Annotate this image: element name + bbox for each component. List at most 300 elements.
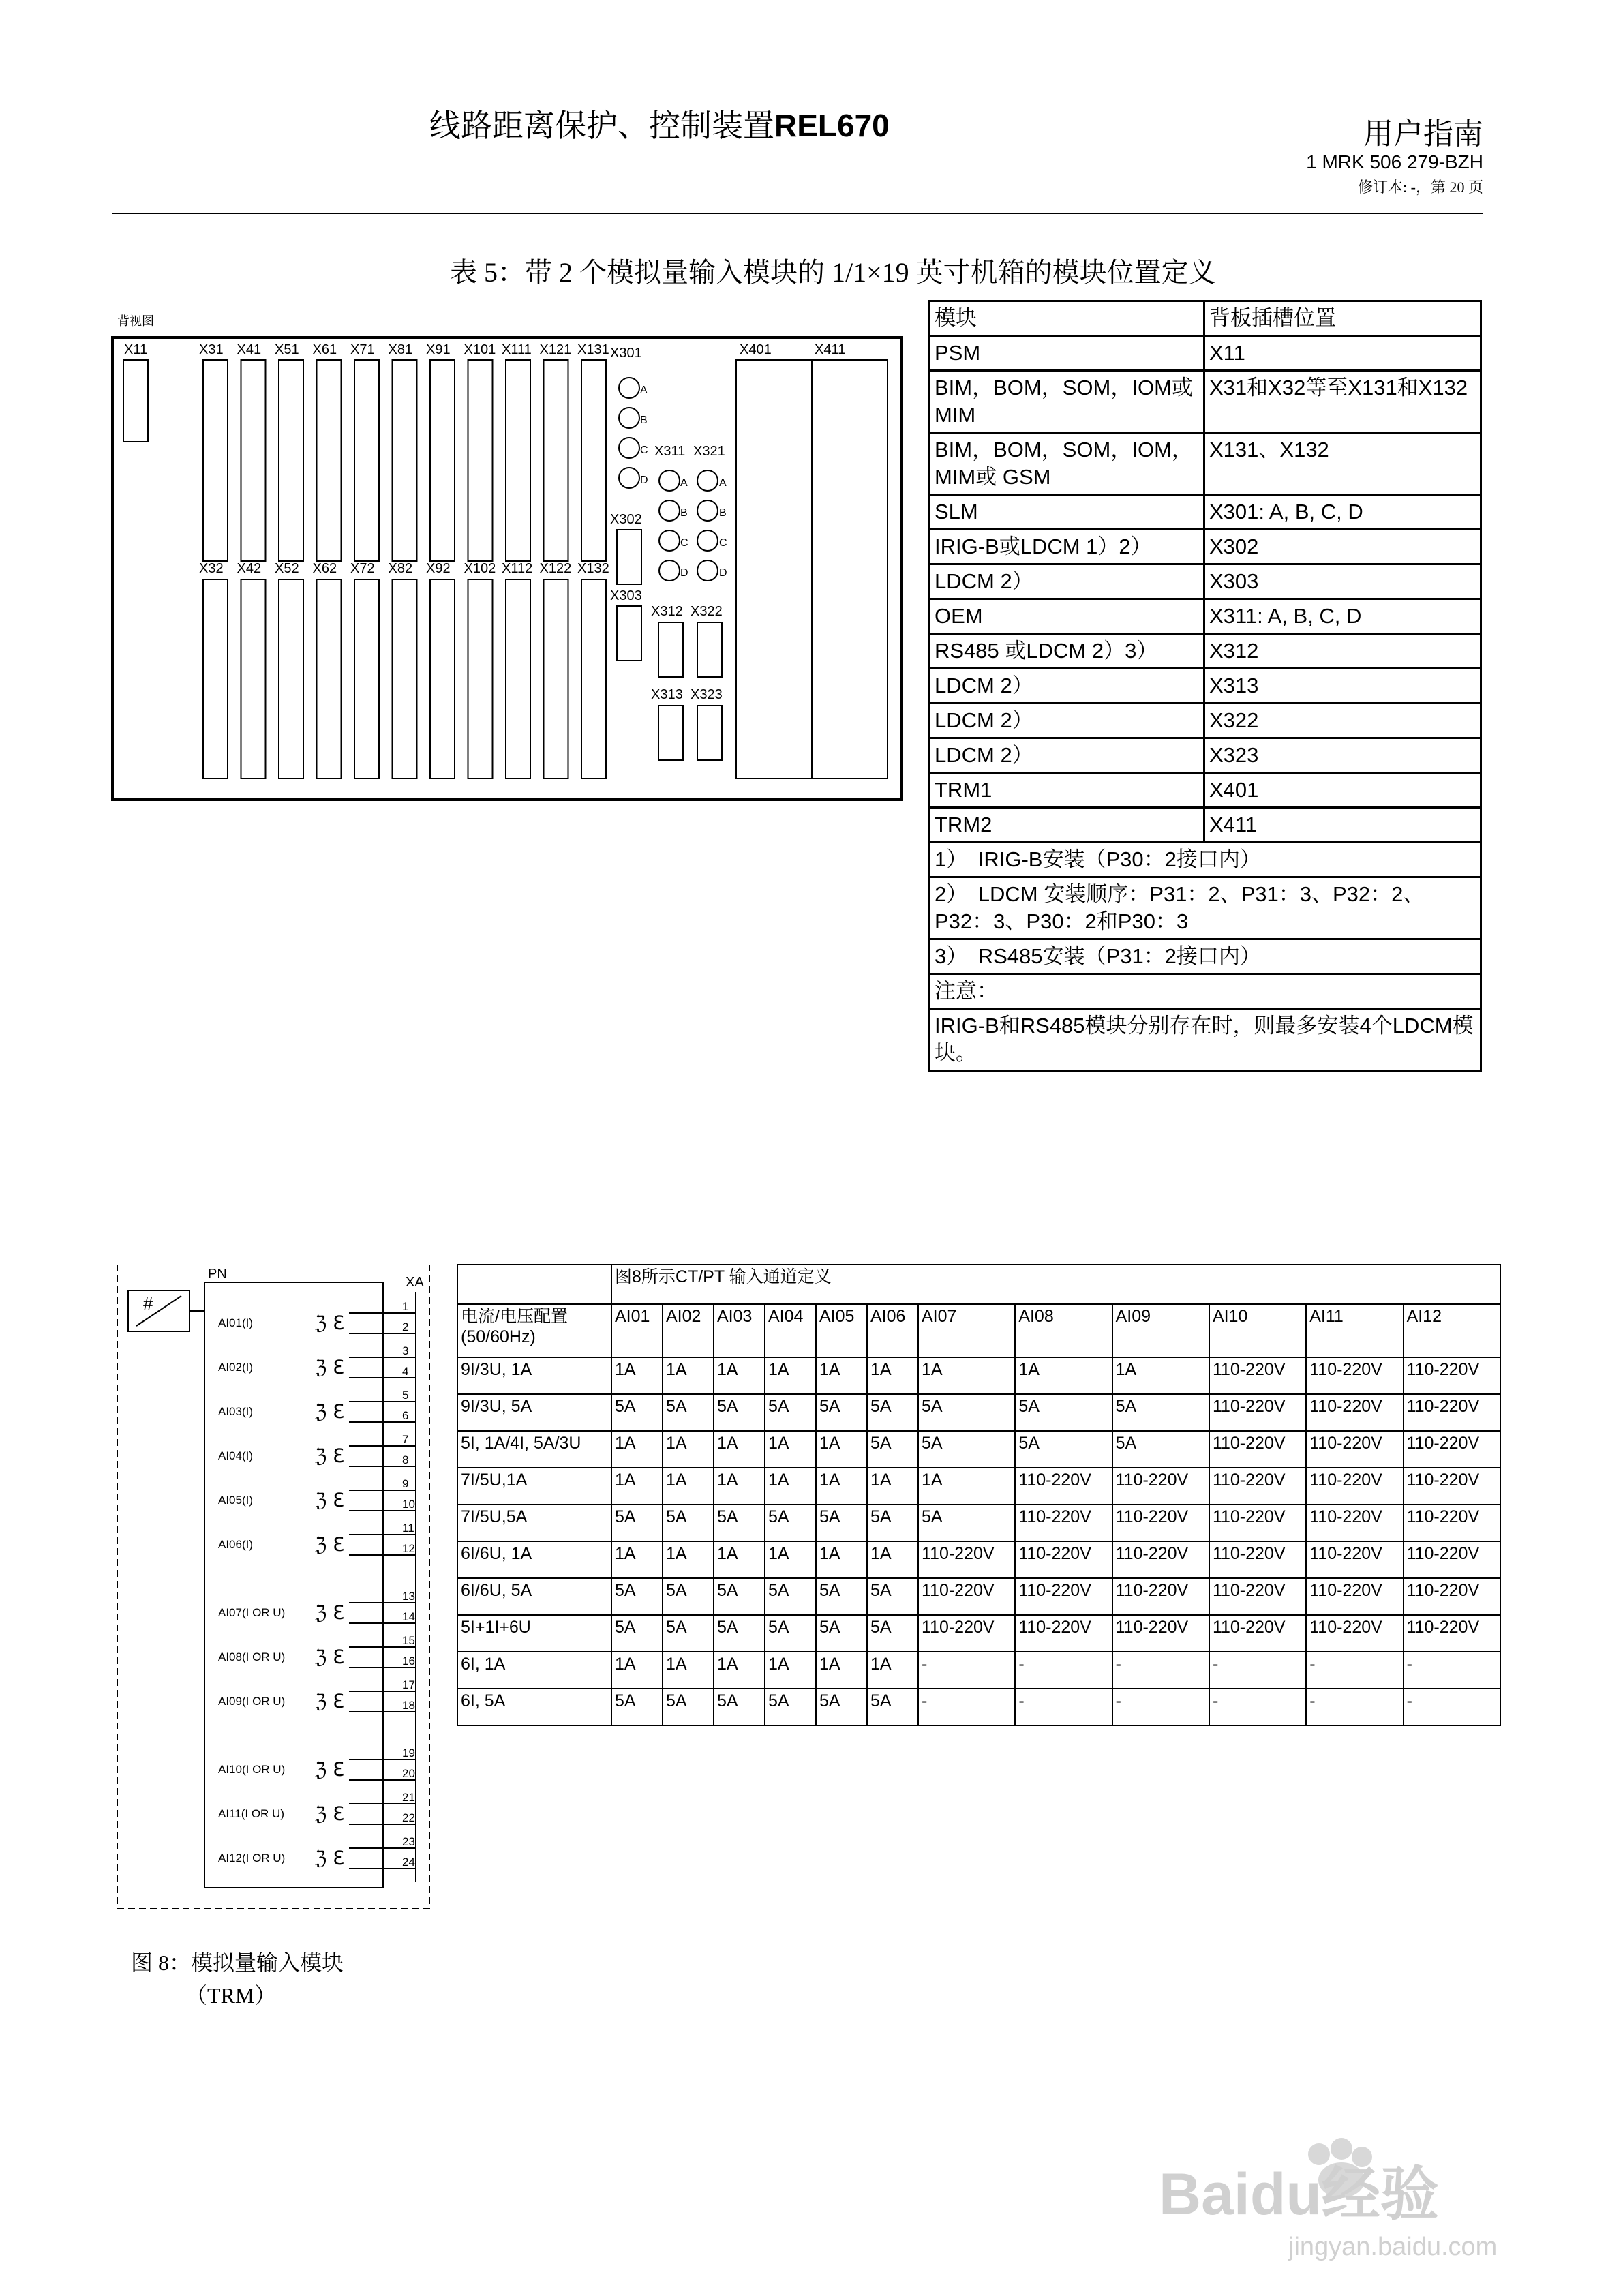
table8-value-cell: 110-220V bbox=[1404, 1357, 1500, 1394]
slot-label: X32 bbox=[199, 561, 224, 576]
trm-diagram bbox=[116, 1265, 436, 1912]
slot-label: X321 bbox=[693, 444, 725, 459]
table-row bbox=[930, 371, 1481, 433]
table8-value-cell: 110-220V bbox=[1112, 1541, 1209, 1578]
table5-cell: X411 bbox=[1204, 808, 1481, 843]
slot-label: X311 bbox=[654, 444, 686, 459]
table8-value-cell: 1A bbox=[867, 1357, 918, 1394]
channel-label: AI07(I OR U) bbox=[218, 1606, 286, 1619]
transformer-icon: ℨ bbox=[315, 1803, 327, 1824]
transformer-icon: ℇ bbox=[333, 1602, 345, 1623]
table8-value-cell: 110-220V bbox=[1306, 1615, 1403, 1652]
transformer-icon: ℇ bbox=[333, 1534, 345, 1555]
table8-value-cell: 5A bbox=[918, 1431, 1015, 1468]
table-row bbox=[457, 1652, 1500, 1689]
figure8-caption bbox=[131, 1946, 344, 2012]
port-letter: C bbox=[680, 537, 688, 549]
watermark-url: jingyan.baidu.com bbox=[1288, 2233, 1498, 2261]
table-row bbox=[930, 634, 1481, 669]
slot-label: X102 bbox=[464, 561, 496, 576]
slot-x11 bbox=[123, 360, 148, 442]
channel-label: AI08(I OR U) bbox=[218, 1650, 286, 1663]
table5-cell: TRM1 bbox=[930, 773, 1204, 808]
table-row bbox=[930, 530, 1481, 564]
table8-value-cell: - bbox=[1112, 1652, 1209, 1689]
table-row bbox=[930, 773, 1481, 808]
table5-cell: X301: A, B, C, D bbox=[1204, 495, 1481, 530]
table8-channel-header: AI07 bbox=[918, 1304, 1015, 1357]
table5-cell: LDCM 2） bbox=[930, 704, 1204, 738]
port-letter: C bbox=[719, 537, 727, 549]
transformer-icon: ℨ bbox=[315, 1759, 327, 1780]
port-circle bbox=[619, 438, 639, 458]
table5-cell: X303 bbox=[1204, 564, 1481, 599]
table8-value-cell: 5A bbox=[867, 1578, 918, 1615]
slot-label: X92 bbox=[426, 561, 451, 576]
table8-value-cell: 110-220V bbox=[1404, 1578, 1500, 1615]
port-circle bbox=[659, 500, 680, 521]
table5-cell: X312 bbox=[1204, 634, 1481, 669]
slot-label: X62 bbox=[312, 561, 337, 576]
table8-value-cell: 5A bbox=[1112, 1431, 1209, 1468]
transformer-icon: ℇ bbox=[333, 1401, 345, 1422]
table8-value-cell: 110-220V bbox=[1209, 1394, 1306, 1431]
table8-value-cell: 110-220V bbox=[1209, 1541, 1306, 1578]
transformer-icon: ℇ bbox=[333, 1847, 345, 1869]
terminal-number: 5 bbox=[402, 1389, 409, 1402]
table8-value-cell: 110-220V bbox=[918, 1578, 1015, 1615]
slot-label: X41 bbox=[237, 342, 262, 357]
port-letter: B bbox=[680, 507, 688, 519]
card-slot-bottom bbox=[430, 579, 455, 779]
transformer-icon: ℇ bbox=[333, 1490, 345, 1511]
port-circle bbox=[697, 560, 718, 581]
table8-value-cell: 1A bbox=[611, 1652, 663, 1689]
table8-value-cell: 5A bbox=[663, 1615, 714, 1652]
slot-label: X31 bbox=[199, 342, 224, 357]
table8-value-cell: - bbox=[1015, 1689, 1112, 1725]
table-row bbox=[930, 433, 1481, 495]
relay-symbol-icon: # bbox=[143, 1293, 153, 1314]
table8-value-cell: 110-220V bbox=[1112, 1615, 1209, 1652]
card-slot-top bbox=[241, 360, 266, 561]
table8-value-cell: 110-220V bbox=[1404, 1505, 1500, 1541]
transformer-icon: ℨ bbox=[315, 1534, 327, 1555]
slot-x303 bbox=[617, 606, 641, 661]
port-circle bbox=[619, 378, 639, 398]
slot-label: X61 bbox=[312, 342, 337, 357]
table8-value-cell: 110-220V bbox=[1209, 1505, 1306, 1541]
transformer-icon: ℨ bbox=[315, 1445, 327, 1466]
table8-value-cell: 5A bbox=[611, 1689, 663, 1725]
table8-value-cell: 110-220V bbox=[1112, 1468, 1209, 1505]
table8-value-cell: 110-220V bbox=[918, 1541, 1015, 1578]
terminal-number: 14 bbox=[402, 1610, 415, 1623]
terminal-number: 17 bbox=[402, 1678, 415, 1691]
transformer-icon: ℨ bbox=[315, 1312, 327, 1333]
card-slot-top bbox=[506, 360, 530, 561]
table8-value-cell: 5A bbox=[867, 1431, 918, 1468]
table8-value-cell: 5A bbox=[714, 1578, 765, 1615]
table8-value-cell: 110-220V bbox=[1404, 1541, 1500, 1578]
table8-value-cell: - bbox=[1112, 1689, 1209, 1725]
table8-channel-header: AI05 bbox=[816, 1304, 867, 1357]
table8-value-cell: 1A bbox=[714, 1357, 765, 1394]
card-slot-top bbox=[430, 360, 455, 561]
card-slot-bottom bbox=[279, 579, 303, 779]
table-row bbox=[930, 336, 1481, 371]
terminal-number: 12 bbox=[402, 1542, 415, 1555]
table8-value-cell: - bbox=[918, 1689, 1015, 1725]
slot-label: X301 bbox=[610, 346, 642, 361]
table8-value-cell: - bbox=[1404, 1689, 1500, 1725]
table5-header-cell: 背板插槽位置 bbox=[1204, 301, 1481, 336]
slot-label: X51 bbox=[275, 342, 299, 357]
transformer-icon: ℇ bbox=[333, 1312, 345, 1333]
table5-note: 注意： bbox=[930, 974, 1481, 1009]
table8-value-cell: 5A bbox=[918, 1505, 1015, 1541]
port-letter: B bbox=[719, 507, 727, 519]
channel-label: AI06(I) bbox=[218, 1538, 254, 1551]
rear-view-diagram bbox=[109, 310, 907, 808]
table5-note: 1） IRIG-B安装（P30：2接口内） bbox=[930, 843, 1481, 877]
table8-title: 图8所示CT/PT 输入通道定义 bbox=[611, 1265, 1500, 1304]
table8-config-cell: 7I/5U,5A bbox=[457, 1505, 611, 1541]
card-slot-bottom bbox=[468, 579, 493, 779]
transformer-icon: ℨ bbox=[315, 1490, 327, 1511]
card-slot-top bbox=[203, 360, 228, 561]
table8-value-cell: 1A bbox=[918, 1468, 1015, 1505]
card-slot-bottom bbox=[203, 579, 228, 779]
document-title-text: 线路距离保护、控制装置 bbox=[429, 108, 774, 143]
table8-channel-header: AI01 bbox=[611, 1304, 663, 1357]
table8-value-cell: - bbox=[1306, 1652, 1403, 1689]
table8-channel-header: AI04 bbox=[765, 1304, 816, 1357]
table5-cell: RS485 或LDCM 2）3） bbox=[930, 634, 1204, 669]
table8 bbox=[457, 1264, 1501, 1726]
terminal-number: 2 bbox=[402, 1320, 409, 1333]
terminal-number: 1 bbox=[402, 1300, 409, 1313]
channel-label: AI12(I OR U) bbox=[218, 1852, 286, 1864]
table-row bbox=[457, 1394, 1500, 1431]
table8-value-cell: 5A bbox=[918, 1394, 1015, 1431]
table5-cell: OEM bbox=[930, 599, 1204, 634]
table8-value-cell: 5A bbox=[714, 1505, 765, 1541]
table8-empty-cell bbox=[457, 1265, 611, 1304]
port-circle bbox=[697, 500, 718, 521]
table-row bbox=[457, 1578, 1500, 1615]
transformer-icon: ℨ bbox=[315, 1602, 327, 1623]
port-circle bbox=[619, 468, 639, 488]
terminal-number: 9 bbox=[402, 1477, 409, 1490]
table8-value-cell: 1A bbox=[816, 1468, 867, 1505]
table5-cell: SLM bbox=[930, 495, 1204, 530]
slot-label: X322 bbox=[691, 604, 723, 619]
table-row bbox=[930, 704, 1481, 738]
table5-cell: X31和X32等至X131和X132 bbox=[1204, 371, 1481, 433]
table8-value-cell: - bbox=[1015, 1652, 1112, 1689]
card-slot-bottom bbox=[544, 579, 568, 779]
terminal-number: 22 bbox=[402, 1811, 415, 1824]
terminal-number: 23 bbox=[402, 1835, 415, 1848]
slot-label: X132 bbox=[577, 561, 609, 576]
card-slot-top bbox=[354, 360, 379, 561]
table5-note: IRIG-B和RS485模块分别存在时，则最多安装4个LDCM模块。 bbox=[930, 1009, 1481, 1071]
table5-cell: BIM，BOM，SOM，IOM或MIM bbox=[930, 371, 1204, 433]
table8-value-cell: 5A bbox=[611, 1615, 663, 1652]
table8-value-cell: 110-220V bbox=[1112, 1505, 1209, 1541]
slot-label: X52 bbox=[275, 561, 299, 576]
table8-value-cell: 110-220V bbox=[1306, 1431, 1403, 1468]
slot-label: X71 bbox=[350, 342, 375, 357]
transformer-icon: ℇ bbox=[333, 1646, 345, 1667]
table5-cell: X131、X132 bbox=[1204, 433, 1481, 495]
table8-value-cell: 5A bbox=[714, 1689, 765, 1725]
table-row bbox=[930, 495, 1481, 530]
table8-value-cell: 1A bbox=[663, 1652, 714, 1689]
table8-value-cell: 110-220V bbox=[1015, 1578, 1112, 1615]
port-circle bbox=[659, 560, 680, 581]
table8-value-cell: 110-220V bbox=[1015, 1541, 1112, 1578]
table8-value-cell: 5A bbox=[867, 1615, 918, 1652]
table8-value-cell: 1A bbox=[918, 1357, 1015, 1394]
table8-channel-header: AI12 bbox=[1404, 1304, 1500, 1357]
table8-value-cell: - bbox=[1209, 1652, 1306, 1689]
table8-value-cell: 1A bbox=[663, 1468, 714, 1505]
table5-cell: PSM bbox=[930, 336, 1204, 371]
table8-value-cell: 1A bbox=[714, 1541, 765, 1578]
table-row bbox=[457, 1357, 1500, 1394]
table5-note: 2） LDCM 安装顺序：P31：2、P31：3、P32：2、P32：3、P30：2和P30：3 bbox=[930, 877, 1481, 939]
table8-value-cell: 110-220V bbox=[1404, 1468, 1500, 1505]
terminal-number: 11 bbox=[402, 1522, 414, 1535]
slot-label: X11 bbox=[124, 342, 148, 357]
table8-value-cell: 1A bbox=[765, 1541, 816, 1578]
slot-label: X101 bbox=[464, 342, 496, 357]
table5-cell: X11 bbox=[1204, 336, 1481, 371]
guide-label: 用户指南 bbox=[1363, 117, 1483, 151]
table8-config-cell: 5I, 1A/4I, 5A/3U bbox=[457, 1431, 611, 1468]
table5-cell: X322 bbox=[1204, 704, 1481, 738]
table8-value-cell: 5A bbox=[663, 1394, 714, 1431]
table8-channel-header: AI03 bbox=[714, 1304, 765, 1357]
table8-value-cell: 5A bbox=[816, 1689, 867, 1725]
header-divider bbox=[112, 213, 1483, 214]
table5-cell: X302 bbox=[1204, 530, 1481, 564]
table8-value-cell: 1A bbox=[765, 1652, 816, 1689]
table8-value-cell: 1A bbox=[816, 1541, 867, 1578]
transformer-icon: ℇ bbox=[333, 1357, 345, 1378]
slot-x313 bbox=[658, 706, 683, 760]
table5-cell: LDCM 2） bbox=[930, 564, 1204, 599]
table8-value-cell: 5A bbox=[816, 1578, 867, 1615]
table-row bbox=[457, 1505, 1500, 1541]
document-number: 1 MRK 506 279-BZH bbox=[1306, 151, 1483, 172]
port-letter: A bbox=[680, 477, 688, 489]
transformer-icon: ℨ bbox=[315, 1401, 327, 1422]
slot-label: X401 bbox=[740, 342, 772, 357]
port-circle bbox=[659, 530, 680, 551]
transformer-icon: ℨ bbox=[315, 1357, 327, 1378]
table5-cell: IRIG-B或LDCM 1）2） bbox=[930, 530, 1204, 564]
table-row bbox=[457, 1468, 1500, 1505]
table-row bbox=[457, 1615, 1500, 1652]
table-row bbox=[930, 808, 1481, 843]
port-circle bbox=[619, 408, 639, 428]
card-slot-bottom bbox=[317, 579, 342, 779]
table8-value-cell: 110-220V bbox=[1306, 1541, 1403, 1578]
watermark-brand: Baidu经验 bbox=[1159, 2162, 1439, 2227]
table8-value-cell: 5A bbox=[663, 1578, 714, 1615]
table8-value-cell: 5A bbox=[867, 1689, 918, 1725]
table8-value-cell: 5A bbox=[867, 1505, 918, 1541]
table5-note: 3） RS485安装（P31：2接口内） bbox=[930, 939, 1481, 974]
table8-value-cell: 1A bbox=[816, 1431, 867, 1468]
card-slot-top bbox=[393, 360, 417, 561]
slot-label: X303 bbox=[610, 588, 642, 603]
table8-value-cell: 110-220V bbox=[1404, 1394, 1500, 1431]
table8-value-cell: 110-220V bbox=[1404, 1615, 1500, 1652]
table8-value-cell: 1A bbox=[867, 1541, 918, 1578]
table8-value-cell: 1A bbox=[663, 1431, 714, 1468]
table8-value-cell: 1A bbox=[867, 1652, 918, 1689]
card-slot-bottom bbox=[241, 579, 266, 779]
terminal-number: 18 bbox=[402, 1699, 415, 1712]
table8-value-cell: 110-220V bbox=[1209, 1357, 1306, 1394]
table5-caption: 表 5：带 2 个模拟量输入模块的 1/1×19 英寸机箱的模块位置定义 bbox=[450, 257, 1216, 288]
table8-value-cell: 1A bbox=[611, 1468, 663, 1505]
port-circle bbox=[697, 470, 718, 491]
slot-label: X91 bbox=[426, 342, 451, 357]
port-letter: C bbox=[640, 444, 648, 456]
table8-value-cell: - bbox=[1404, 1652, 1500, 1689]
slot-x302 bbox=[617, 530, 641, 584]
table8-value-cell: 110-220V bbox=[1404, 1431, 1500, 1468]
table8-value-cell: 1A bbox=[765, 1357, 816, 1394]
channel-label: AI02(I) bbox=[218, 1361, 254, 1374]
transformer-icon: ℇ bbox=[333, 1803, 345, 1824]
table-row bbox=[457, 1689, 1500, 1725]
channel-label: AI09(I OR U) bbox=[218, 1695, 286, 1708]
port-letter: D bbox=[640, 474, 648, 486]
slot-label: X42 bbox=[237, 561, 262, 576]
table8-channel-header: AI11 bbox=[1306, 1304, 1403, 1357]
table8-value-cell: 1A bbox=[611, 1357, 663, 1394]
table5-cell: X323 bbox=[1204, 738, 1481, 773]
terminal-number: 4 bbox=[402, 1365, 409, 1378]
table8-config-cell: 5I+1I+6U bbox=[457, 1615, 611, 1652]
table8-value-cell: 5A bbox=[1015, 1431, 1112, 1468]
transformer-icon: ℇ bbox=[333, 1445, 345, 1466]
table8-value-cell: 1A bbox=[611, 1431, 663, 1468]
terminal-number: 8 bbox=[402, 1453, 409, 1466]
terminal-number: 6 bbox=[402, 1409, 409, 1422]
card-slot-top bbox=[581, 360, 606, 561]
table-row bbox=[457, 1431, 1500, 1468]
card-slot-bottom bbox=[581, 579, 606, 779]
table8-value-cell: 110-220V bbox=[1306, 1505, 1403, 1541]
table8-config-cell: 6I, 5A bbox=[457, 1689, 611, 1725]
transformer-icon: ℨ bbox=[315, 1646, 327, 1667]
table8-channel-header: AI10 bbox=[1209, 1304, 1306, 1357]
card-slot-top bbox=[317, 360, 342, 561]
card-slot-bottom bbox=[393, 579, 417, 779]
table8-value-cell: 5A bbox=[714, 1394, 765, 1431]
figure8-caption-line2: （TRM） bbox=[185, 1983, 277, 2008]
port-letter: D bbox=[719, 567, 727, 579]
table8-config-cell: 6I/6U, 1A bbox=[457, 1541, 611, 1578]
table8-config-header: 电流/电压配置 (50/60Hz) bbox=[457, 1304, 611, 1357]
table8-value-cell: 110-220V bbox=[1306, 1578, 1403, 1615]
table8-value-cell: 5A bbox=[816, 1505, 867, 1541]
table8-value-cell: 5A bbox=[714, 1615, 765, 1652]
table5-cell: X401 bbox=[1204, 773, 1481, 808]
slot-label: X81 bbox=[388, 342, 413, 357]
table8-value-cell: 5A bbox=[663, 1689, 714, 1725]
terminal-number: 20 bbox=[402, 1767, 415, 1780]
table8-value-cell: 5A bbox=[867, 1394, 918, 1431]
table8-value-cell: 110-220V bbox=[1209, 1468, 1306, 1505]
terminal-number: 16 bbox=[402, 1655, 415, 1667]
channel-label: AI04(I) bbox=[218, 1449, 254, 1462]
slot-label: X302 bbox=[610, 512, 642, 527]
table8-value-cell: 1A bbox=[714, 1431, 765, 1468]
slot-label: X72 bbox=[350, 561, 375, 576]
terminal-number: 24 bbox=[402, 1856, 415, 1869]
table8-value-cell: 110-220V bbox=[1306, 1394, 1403, 1431]
table8-value-cell: 5A bbox=[816, 1394, 867, 1431]
table8-value-cell: 5A bbox=[1015, 1394, 1112, 1431]
table5-cell: LDCM 2） bbox=[930, 669, 1204, 704]
rear-view-label: 背视图 bbox=[117, 314, 154, 328]
slot-label: X313 bbox=[651, 687, 683, 702]
card-slot-bottom bbox=[506, 579, 530, 779]
document-title bbox=[429, 101, 890, 146]
slot-label: X82 bbox=[388, 561, 413, 576]
port-letter: D bbox=[680, 567, 688, 579]
table8-value-cell: 5A bbox=[816, 1615, 867, 1652]
slot-x312 bbox=[658, 622, 683, 677]
table8-config-cell: 6I, 1A bbox=[457, 1652, 611, 1689]
terminal-number: 13 bbox=[402, 1590, 415, 1603]
table-row bbox=[930, 738, 1481, 773]
table8-config-cell: 9I/3U, 5A bbox=[457, 1394, 611, 1431]
table8-value-cell: 5A bbox=[765, 1615, 816, 1652]
table8-value-cell: 1A bbox=[867, 1468, 918, 1505]
table8-value-cell: 1A bbox=[816, 1357, 867, 1394]
terminal-number: 15 bbox=[402, 1634, 415, 1647]
baidu-watermark bbox=[1152, 2134, 1534, 2263]
transformer-icon: ℇ bbox=[333, 1691, 345, 1712]
table8-value-cell: 5A bbox=[765, 1505, 816, 1541]
transformer-icon: ℨ bbox=[315, 1691, 327, 1712]
table8-value-cell: 1A bbox=[663, 1357, 714, 1394]
port-letter: B bbox=[640, 414, 648, 426]
terminal-number: 3 bbox=[402, 1344, 409, 1357]
table8-value-cell: - bbox=[1209, 1689, 1306, 1725]
terminal-number: 19 bbox=[402, 1747, 415, 1759]
table8-channel-header: AI06 bbox=[867, 1304, 918, 1357]
table8-value-cell: 5A bbox=[611, 1394, 663, 1431]
channel-label: AI03(I) bbox=[218, 1405, 254, 1418]
table-row bbox=[457, 1541, 1500, 1578]
table5-cell: LDCM 2） bbox=[930, 738, 1204, 773]
table-row bbox=[930, 669, 1481, 704]
table8-config-cell: 6I/6U, 5A bbox=[457, 1578, 611, 1615]
table5-header-cell: 模块 bbox=[930, 301, 1204, 336]
table8-channel-header: AI09 bbox=[1112, 1304, 1209, 1357]
slot-label: X122 bbox=[539, 561, 572, 576]
